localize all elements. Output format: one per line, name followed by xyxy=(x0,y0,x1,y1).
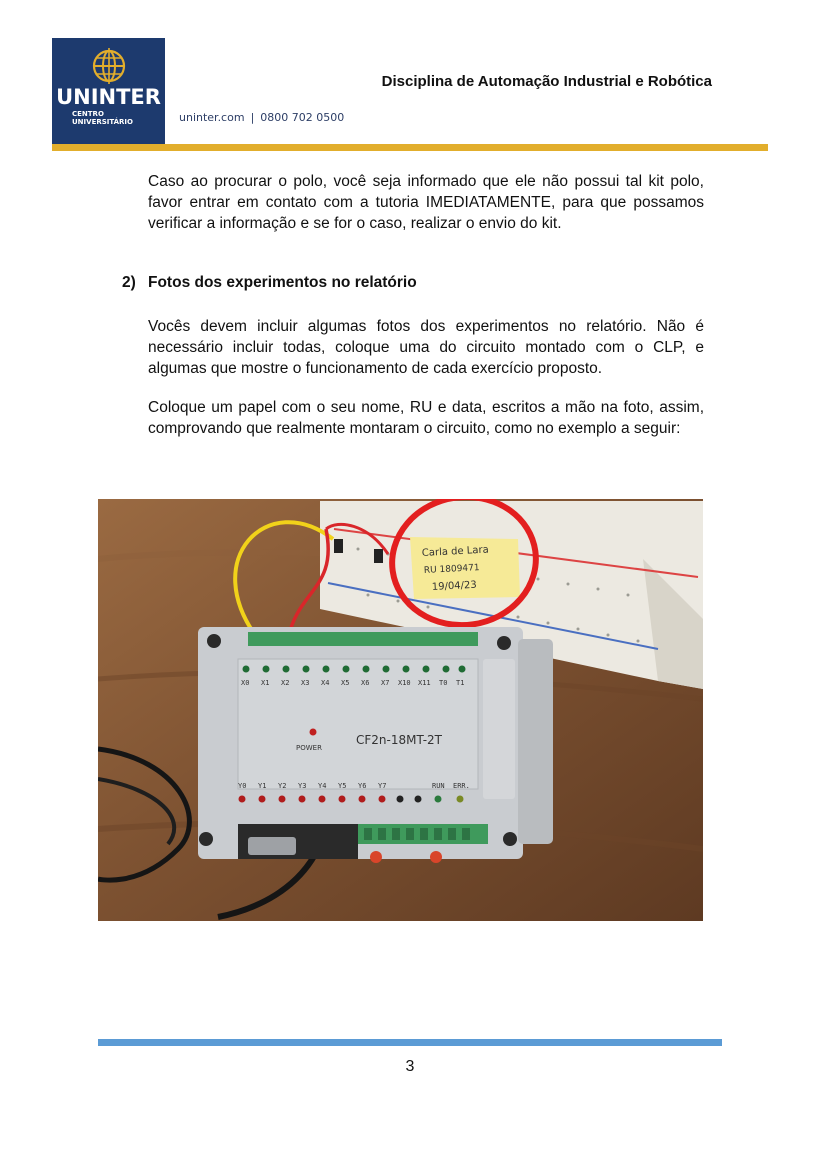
svg-text:X11: X11 xyxy=(418,679,431,687)
contact-info: uninter.com | 0800 702 0500 xyxy=(179,111,345,124)
svg-text:CF2n-18MT-2T: CF2n-18MT-2T xyxy=(356,733,442,747)
svg-text:Y7: Y7 xyxy=(378,782,387,790)
section-title: Fotos dos experimentos no relatório xyxy=(148,274,417,291)
section-number: 2) xyxy=(122,274,136,291)
svg-text:RUN: RUN xyxy=(432,782,445,790)
paragraph-kit-polo: Caso ao procurar o polo, você seja informado que ele não possui tal kit polo, favor entrar em contato com a tutoria IMEDIATAMENTE, para que possamos verificar a informação e se for o caso, realizar o envio do kit. xyxy=(148,173,704,232)
logo-wordmark: UNINTER xyxy=(56,85,161,109)
svg-text:X7: X7 xyxy=(381,679,390,687)
header-divider xyxy=(52,144,768,151)
svg-text:T0: T0 xyxy=(439,679,448,687)
paragraph-photos: Vocês devem incluir algumas fotos dos experimentos no relatório. Não é necessário incluir todas, coloque uma do circuito montado com o CLP, e algumas que mostre o funcionamento de cada exercício proposto. xyxy=(148,318,704,377)
svg-text:Y0: Y0 xyxy=(238,782,247,790)
section-heading xyxy=(122,274,417,292)
svg-text:Y2: Y2 xyxy=(278,782,287,790)
phone-number: 0800 702 0500 xyxy=(260,111,345,124)
svg-text:19/04/23: 19/04/23 xyxy=(431,579,478,593)
svg-text:POWER: POWER xyxy=(296,744,322,752)
svg-text:X0: X0 xyxy=(241,679,250,687)
svg-text:Y6: Y6 xyxy=(358,782,367,790)
uninter-logo xyxy=(52,38,165,144)
svg-text:Y5: Y5 xyxy=(338,782,347,790)
logo-subtitle: CENTRO UNIVERSITÁRIO xyxy=(72,110,133,126)
svg-text:Y1: Y1 xyxy=(258,782,267,790)
globe-icon xyxy=(89,46,129,86)
svg-text:Y4: Y4 xyxy=(318,782,327,790)
plc-module xyxy=(198,627,553,863)
svg-text:Y3: Y3 xyxy=(298,782,307,790)
sticky-note xyxy=(410,537,520,599)
svg-text:X3: X3 xyxy=(301,679,310,687)
page-number: 3 xyxy=(405,1058,415,1075)
svg-text:ERR.: ERR. xyxy=(453,782,470,790)
svg-text:X5: X5 xyxy=(341,679,350,687)
svg-text:X10: X10 xyxy=(398,679,411,687)
svg-text:RU 1809471: RU 1809471 xyxy=(423,563,480,576)
course-title: Disciplina de Automação Industrial e Robótica xyxy=(381,73,712,90)
svg-text:X1: X1 xyxy=(261,679,270,687)
svg-text:X2: X2 xyxy=(281,679,290,687)
footer-divider xyxy=(98,1039,722,1046)
svg-text:Carla de Lara: Carla de Lara xyxy=(421,544,490,559)
svg-text:X6: X6 xyxy=(361,679,370,687)
svg-text:X4: X4 xyxy=(321,679,330,687)
website-link[interactable]: uninter.com xyxy=(179,111,245,124)
experiment-photo xyxy=(98,499,703,921)
paragraph-note-instructions: Coloque um papel com o seu nome, RU e data, escritos a mão na foto, assim, comprovando que realmente montaram o circuito, como no exemplo a seguir: xyxy=(148,399,704,437)
svg-text:T1: T1 xyxy=(456,679,465,687)
